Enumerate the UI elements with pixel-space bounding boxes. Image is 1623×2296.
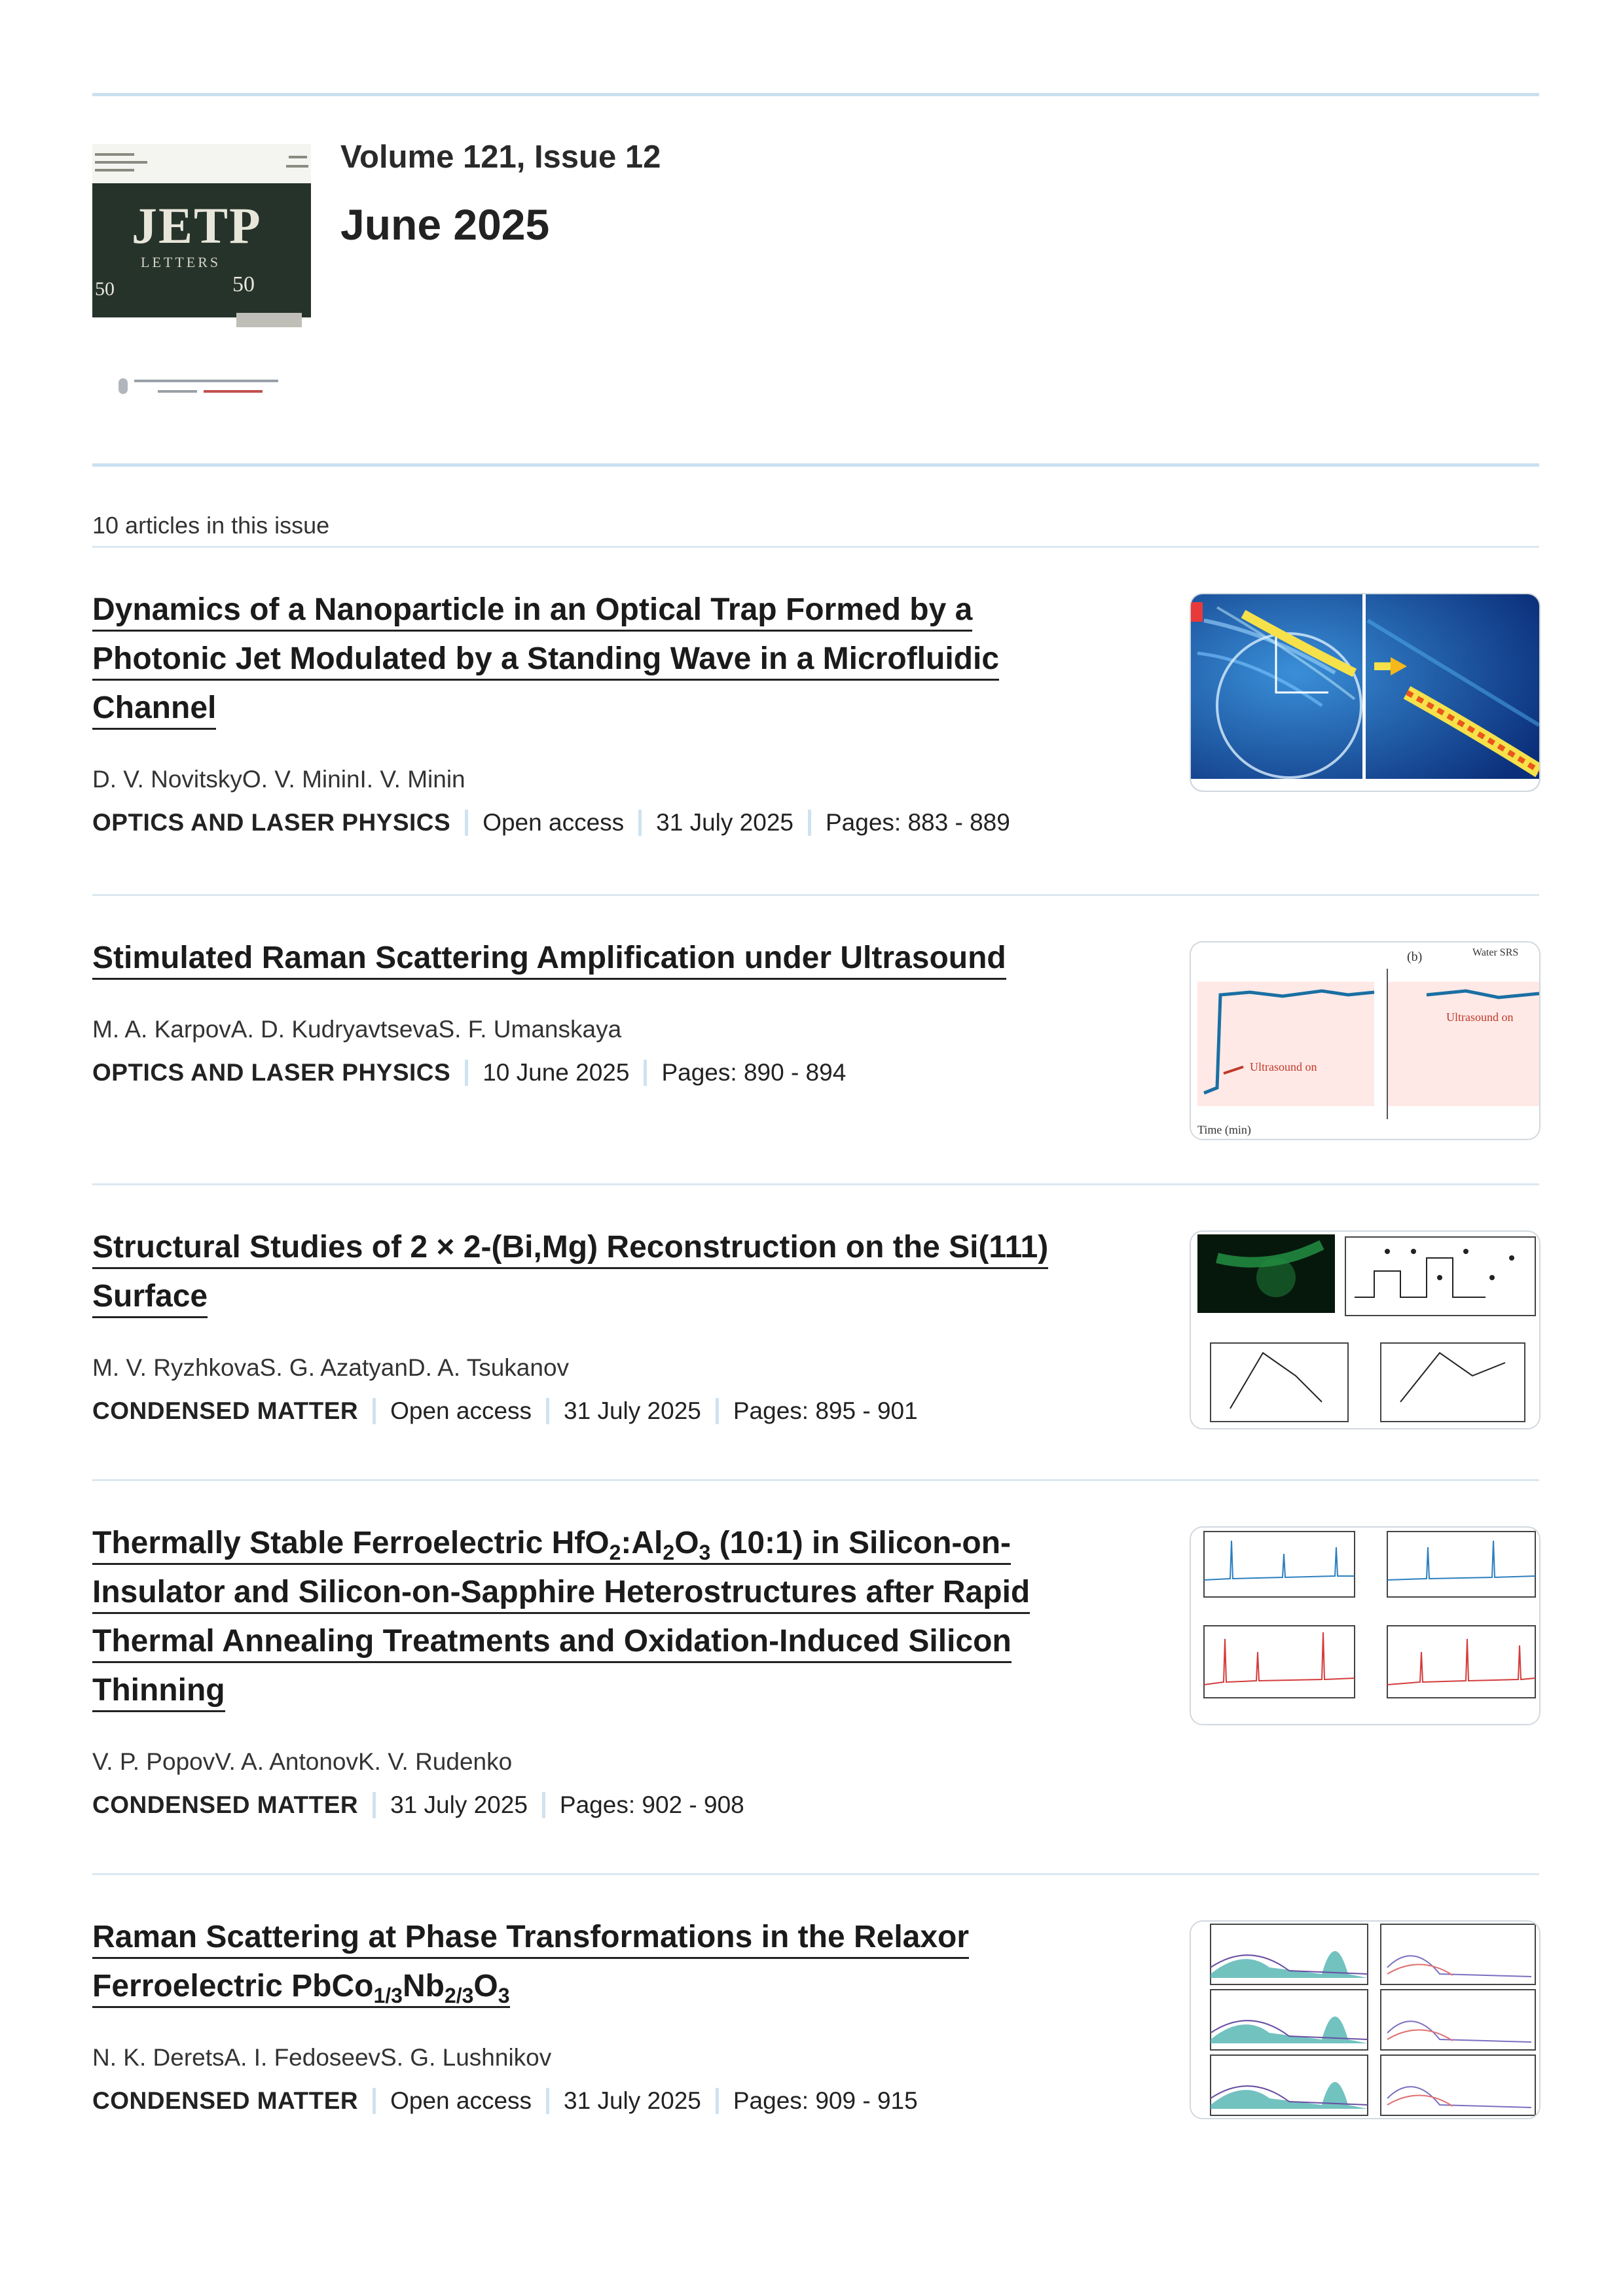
meta-separator xyxy=(465,1060,468,1086)
article-divider xyxy=(92,1479,1539,1481)
meta-separator xyxy=(373,1398,376,1424)
cover-logo: JETP xyxy=(132,197,262,254)
meta-separator xyxy=(546,1398,549,1424)
journal-cover-image[interactable] xyxy=(92,144,311,419)
article-thumbnail[interactable] xyxy=(1190,1526,1541,1725)
meta-separator xyxy=(638,810,642,836)
cover-top-strip xyxy=(92,144,311,183)
article-authors: D. V. NovitskyO. V. MininI. V. Minin xyxy=(92,766,465,793)
article-title-link[interactable]: Raman Scattering at Phase Transformations in the Relaxor Ferroelectric $PbCo_{1/3}Nb_{2/3}O_3$ xyxy=(92,1920,970,2007)
article-pages: Pages: 902 - 908 xyxy=(559,1791,744,1818)
volume-issue-label: Volume 121, Issue 12 xyxy=(340,139,661,175)
article-meta xyxy=(92,1059,846,1086)
article-divider xyxy=(92,1183,1539,1185)
legend-label: Ultrasound on xyxy=(1446,1011,1514,1024)
cover-grey-bar xyxy=(236,313,302,327)
article-authors: V. P. PopovV. A. AntonovK. V. Rudenko xyxy=(92,1748,513,1775)
article-pages: Pages: 909 - 915 xyxy=(733,2087,918,2114)
issue-date: June 2025 xyxy=(340,200,550,249)
meta-separator xyxy=(716,2088,719,2114)
article-pages: Pages: 883 - 889 xyxy=(825,809,1010,836)
meta-separator xyxy=(465,810,468,836)
article-section: CONDENSED MATTER xyxy=(92,2087,359,2114)
raman-ultrasound-figure xyxy=(1191,942,1539,1139)
article-pages: Pages: 895 - 901 xyxy=(733,1397,918,1424)
figure-annotation: Water SRS xyxy=(1472,947,1519,958)
article-section: CONDENSED MATTER xyxy=(92,1397,359,1424)
article-authors: N. K. DeretsA. I. FedoseevS. G. Lushnikov xyxy=(92,2044,552,2071)
surface-reconstruction-figure xyxy=(1191,1232,1539,1428)
article-pages: Pages: 890 - 894 xyxy=(661,1059,847,1086)
meta-separator xyxy=(716,1398,719,1424)
article-thumbnail[interactable] xyxy=(1190,941,1541,1140)
article-meta xyxy=(92,2087,918,2115)
article-date: 10 June 2025 xyxy=(483,1059,630,1086)
meta-separator xyxy=(542,1792,545,1818)
article-date: 31 July 2025 xyxy=(564,2087,701,2114)
article-meta xyxy=(92,1397,918,1425)
article-title-link[interactable]: Thermally Stable Ferroelectric $HfO_2:Al_2O_3$ (10:1) in Silicon-on-Insulator and Silicon-on-Sapphire Heterostructures after Rapid Thermal Annealing Treatments and Oxidation-Induced Silicon Thinning xyxy=(92,1518,1114,1715)
article-title-link[interactable]: Structural Studies of 2 × 2-(Bi,Mg) Reconstruction on the Si(111) Surface xyxy=(92,1223,1114,1321)
meta-separator xyxy=(373,1792,376,1818)
xrd-patterns-figure xyxy=(1191,1528,1539,1724)
count-divider xyxy=(92,546,1539,548)
article-meta xyxy=(92,1791,744,1819)
meta-separator xyxy=(644,1060,647,1086)
articles-count: 10 articles in this issue xyxy=(92,512,330,539)
article-authors: M. V. RyzhkovaS. G. AzatyanD. A. Tsukanov xyxy=(92,1354,570,1381)
open-access-label: Open access xyxy=(390,2087,532,2114)
panel-label: (b) xyxy=(1407,950,1423,964)
top-divider xyxy=(92,93,1539,96)
raman-spectra-figure xyxy=(1191,1922,1539,2118)
open-access-label: Open access xyxy=(390,1397,532,1424)
meta-separator xyxy=(373,2088,376,2114)
article-thumbnail[interactable] xyxy=(1190,1230,1541,1429)
meta-separator xyxy=(546,2088,549,2114)
cover-anniversary-badge: 50 xyxy=(232,272,255,296)
article-section: OPTICS AND LASER PHYSICS xyxy=(92,809,451,836)
open-access-label: Open access xyxy=(483,809,625,836)
legend-label: Ultrasound on xyxy=(1250,1060,1317,1073)
cover-number: 50 xyxy=(95,278,115,300)
meta-separator xyxy=(808,810,811,836)
photonic-jet-figure xyxy=(1191,594,1539,791)
article-section: OPTICS AND LASER PHYSICS xyxy=(92,1059,451,1086)
article-thumbnail[interactable] xyxy=(1190,1920,1541,2119)
article-thumbnail[interactable] xyxy=(1190,593,1541,792)
article-meta xyxy=(92,809,1010,836)
article-date: 31 July 2025 xyxy=(656,809,793,836)
article-divider xyxy=(92,1873,1539,1875)
article-divider xyxy=(92,894,1539,896)
article-date: 31 July 2025 xyxy=(390,1791,528,1818)
x-axis-label: Time (min) xyxy=(1197,1123,1251,1136)
publisher-logo xyxy=(119,373,289,399)
header-divider xyxy=(92,463,1539,467)
article-title-link[interactable]: Stimulated Raman Scattering Amplification under Ultrasound xyxy=(92,933,1114,982)
article-title-link[interactable]: Dynamics of a Nanoparticle in an Optical Trap Formed by a Photonic Jet Modulated by a Standing Wave in a Microfluidic Channel xyxy=(92,585,1114,732)
cover-logo-sub: LETTERS xyxy=(141,254,221,270)
article-authors: M. A. KarpovA. D. KudryavtsevaS. F. Umanskaya xyxy=(92,1016,622,1043)
article-date: 31 July 2025 xyxy=(564,1397,701,1424)
article-section: CONDENSED MATTER xyxy=(92,1791,359,1818)
